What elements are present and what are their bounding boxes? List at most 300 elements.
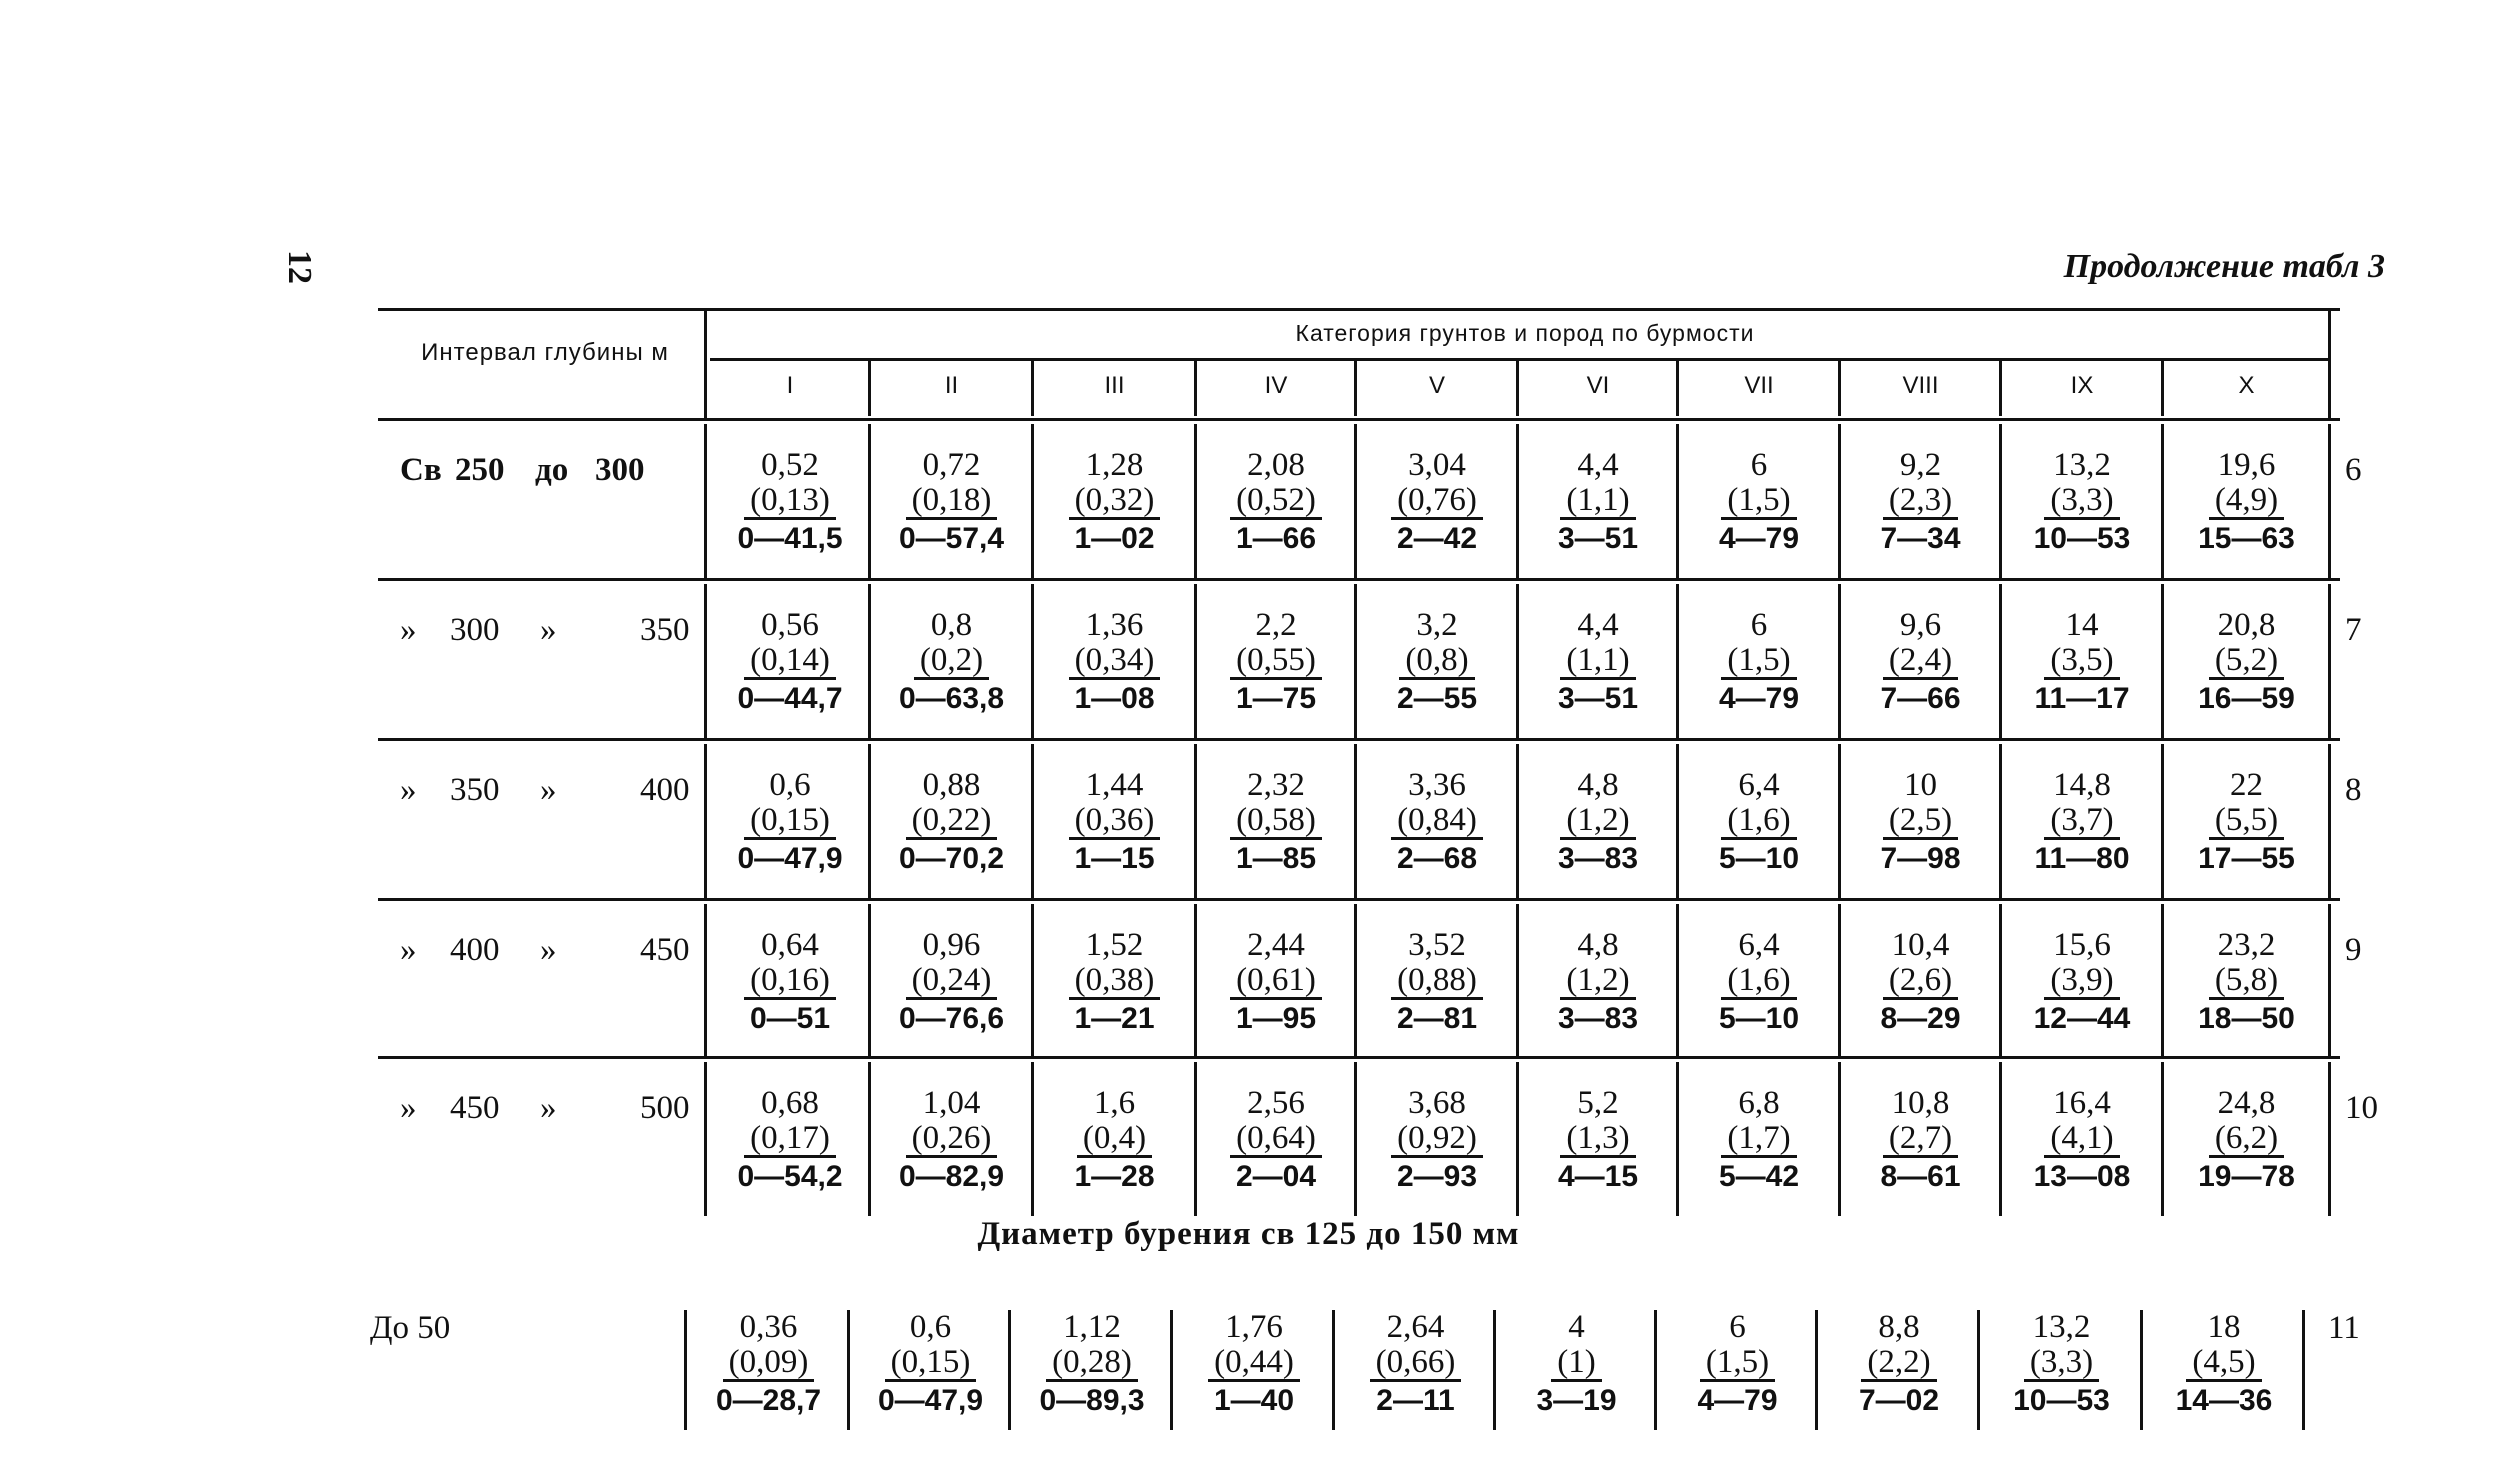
cell-value: 3,36 bbox=[1408, 767, 1466, 803]
data-cell bbox=[1840, 448, 2001, 558]
cell-value-range: 3—83 bbox=[1557, 842, 1639, 875]
cell-value-range: 4—79 bbox=[1718, 682, 1800, 715]
row-label-part: » bbox=[540, 1090, 557, 1126]
data-cell bbox=[1678, 608, 1840, 718]
section-divider bbox=[684, 1310, 687, 1430]
cell-value-paren: (4,1) bbox=[2044, 1122, 2119, 1158]
data-cell bbox=[1356, 608, 1518, 718]
cell-value-range: 3—51 bbox=[1557, 682, 1639, 715]
cell-value-paren: (0,36) bbox=[1069, 804, 1161, 840]
cell-value-paren: (0,84) bbox=[1391, 804, 1483, 840]
cell-value-range: 1—75 bbox=[1235, 682, 1317, 715]
continuation-title: Продолжение табл 3 bbox=[2063, 248, 2385, 285]
cell-value-paren: (1,6) bbox=[1721, 804, 1796, 840]
cell-value: 6 bbox=[1750, 607, 1768, 643]
cell-value: 2,44 bbox=[1247, 927, 1305, 963]
data-cell bbox=[1840, 928, 2001, 1038]
section-divider bbox=[1008, 1310, 1011, 1430]
column-header: VI bbox=[1586, 372, 1610, 399]
cell-value-paren: (1,2) bbox=[1560, 964, 1635, 1000]
row-label-part: 450 bbox=[450, 1090, 500, 1126]
column-header: VII bbox=[1744, 372, 1774, 399]
row-label-part: » bbox=[540, 612, 557, 648]
data-cell bbox=[1518, 1086, 1678, 1196]
cell-value: 1,04 bbox=[922, 1085, 981, 1121]
cell-value-range: 1—95 bbox=[1235, 1002, 1317, 1035]
cell-value: 0,36 bbox=[739, 1309, 798, 1345]
row-label-part: 350 bbox=[640, 612, 690, 648]
cell-value-paren: (3,7) bbox=[2044, 804, 2119, 840]
cell-value-range: 2—11 bbox=[1376, 1384, 1455, 1417]
cell-value: 6,4 bbox=[1738, 767, 1780, 803]
cell-value-range: 8—61 bbox=[1880, 1160, 1961, 1193]
data-cell bbox=[1033, 1086, 1196, 1196]
row-separator bbox=[378, 898, 2340, 901]
cell-value-range: 0—44,7 bbox=[737, 682, 843, 715]
cell-value-range: 1—85 bbox=[1235, 842, 1317, 875]
row-label-part: 450 bbox=[640, 932, 690, 968]
data-cell bbox=[870, 608, 1033, 718]
cell-value-range: 5—10 bbox=[1718, 1002, 1800, 1035]
cell-value-paren: (3,5) bbox=[2044, 644, 2119, 680]
cell-value-paren: (0,61) bbox=[1230, 964, 1322, 1000]
section-divider bbox=[1332, 1310, 1335, 1430]
cell-value: 3,68 bbox=[1408, 1085, 1466, 1121]
row-label bbox=[400, 612, 690, 652]
cell-value: 4,4 bbox=[1577, 447, 1619, 483]
data-cell bbox=[2001, 928, 2163, 1038]
row-number: 9 bbox=[2345, 932, 2362, 968]
data-cell bbox=[1033, 928, 1196, 1038]
cell-value-paren: (0,22) bbox=[906, 804, 998, 840]
cell-value: 16,4 bbox=[2053, 1085, 2111, 1121]
section-title: Диаметр бурения св 125 до 150 мм bbox=[977, 1216, 1520, 1252]
cell-value-paren: (5,2) bbox=[2209, 644, 2284, 680]
cell-value-range: 11—17 bbox=[2034, 682, 2130, 715]
cell-value: 3,2 bbox=[1416, 607, 1458, 643]
cell-value: 13,2 bbox=[2032, 1309, 2091, 1345]
data-cell bbox=[2001, 768, 2163, 878]
cell-value: 1,76 bbox=[1225, 1309, 1283, 1345]
cell-value: 1,44 bbox=[1085, 767, 1144, 803]
cell-value: 0,52 bbox=[761, 447, 819, 483]
cell-value-range: 0—47,9 bbox=[737, 842, 843, 875]
data-cell bbox=[1033, 448, 1196, 558]
data-cell bbox=[1518, 928, 1678, 1038]
cell-value-paren: (0,44) bbox=[1208, 1346, 1300, 1382]
data-cell bbox=[2163, 768, 2330, 878]
cell-value: 22 bbox=[2230, 767, 2263, 803]
cell-value-paren: (0,52) bbox=[1230, 484, 1322, 520]
header-interval-label: Интервал глубины м bbox=[421, 339, 669, 366]
section-row-label: До 50 bbox=[370, 1310, 451, 1346]
column-header: VIII bbox=[1902, 372, 1939, 399]
header-category-label: Категория грунтов и пород по бурмости bbox=[1295, 320, 1755, 346]
data-cell bbox=[2163, 608, 2330, 718]
cell-value-paren: (5,8) bbox=[2209, 964, 2284, 1000]
section-cell bbox=[1178, 1310, 1330, 1420]
column-header: III bbox=[1104, 372, 1125, 399]
data-cell bbox=[1196, 448, 1356, 558]
cell-value-range: 7—98 bbox=[1880, 842, 1961, 875]
cell-value: 1,12 bbox=[1063, 1309, 1121, 1345]
cell-value-range: 4—15 bbox=[1557, 1160, 1639, 1193]
data-cell bbox=[1356, 768, 1518, 878]
header-bottom-rule bbox=[378, 418, 2340, 421]
cell-value-range: 3—83 bbox=[1557, 1002, 1639, 1035]
cell-value-paren: (0,58) bbox=[1230, 804, 1322, 840]
cell-value-paren: (1,5) bbox=[1700, 1346, 1775, 1382]
data-cell bbox=[1356, 448, 1518, 558]
cell-value-range: 2—04 bbox=[1235, 1160, 1317, 1193]
cell-value-range: 17—55 bbox=[2198, 842, 2295, 875]
data-cell bbox=[1678, 768, 1840, 878]
cell-value: 14 bbox=[2065, 607, 2099, 643]
cell-value-range: 1—40 bbox=[1213, 1384, 1295, 1417]
cell-value-range: 10—53 bbox=[2013, 1384, 2110, 1417]
row-label-part: » bbox=[400, 612, 417, 648]
row-label-part: 250 bbox=[455, 452, 505, 488]
row-divider bbox=[704, 1062, 707, 1216]
cell-value-paren: (0,15) bbox=[744, 804, 836, 840]
cell-value-paren: (0,17) bbox=[744, 1122, 836, 1158]
row-label-part: 400 bbox=[640, 772, 690, 808]
data-cell bbox=[1196, 768, 1356, 878]
cell-value: 1,6 bbox=[1093, 1085, 1136, 1121]
cell-value-paren: (0,88) bbox=[1391, 964, 1483, 1000]
row-label-part: 500 bbox=[640, 1090, 690, 1126]
data-cell bbox=[870, 448, 1033, 558]
cell-value: 18 bbox=[2207, 1309, 2241, 1345]
column-header: IV bbox=[1264, 372, 1288, 399]
data-cell bbox=[870, 928, 1033, 1038]
row-label bbox=[400, 1090, 690, 1130]
cell-value-paren: (2,3) bbox=[1883, 484, 1958, 520]
cell-value-range: 12—44 bbox=[2033, 1002, 2131, 1035]
data-cell bbox=[1033, 768, 1196, 878]
row-label-part: » bbox=[400, 932, 417, 968]
cell-value: 2,56 bbox=[1247, 1085, 1305, 1121]
cell-value-range: 18—50 bbox=[2198, 1002, 2295, 1035]
data-cell bbox=[1678, 448, 1840, 558]
cell-value: 0,6 bbox=[769, 767, 811, 803]
cell-value-paren: (0,34) bbox=[1069, 644, 1161, 680]
cell-value-range: 0—41,5 bbox=[737, 522, 843, 555]
cell-value-paren: (3,9) bbox=[2044, 964, 2119, 1000]
section-cell bbox=[1823, 1310, 1975, 1420]
cell-value-paren: (1,2) bbox=[1560, 804, 1635, 840]
cell-value: 0,56 bbox=[761, 607, 819, 643]
section-divider bbox=[1977, 1310, 1980, 1430]
cell-value: 0,72 bbox=[922, 447, 981, 483]
cell-value: 2,2 bbox=[1255, 607, 1297, 643]
cell-value-range: 0—51 bbox=[749, 1002, 831, 1035]
section-cell bbox=[1501, 1310, 1652, 1420]
cell-value: 1,52 bbox=[1085, 927, 1144, 963]
column-header: X bbox=[2238, 372, 2255, 399]
data-cell bbox=[1518, 608, 1678, 718]
cell-value: 8,8 bbox=[1878, 1309, 1920, 1345]
cell-value-range: 7—66 bbox=[1880, 682, 1961, 715]
row-separator bbox=[378, 1056, 2340, 1059]
cell-value-range: 0—54,2 bbox=[737, 1160, 843, 1193]
section-cell bbox=[1340, 1310, 1491, 1420]
cell-value: 0,88 bbox=[922, 767, 981, 803]
data-cell bbox=[1196, 928, 1356, 1038]
data-cell bbox=[710, 1086, 870, 1196]
data-cell bbox=[2163, 928, 2330, 1038]
section-row-number: 11 bbox=[2328, 1310, 2360, 1346]
category-rule bbox=[710, 358, 2330, 361]
cell-value-range: 1—21 bbox=[1074, 1002, 1155, 1035]
section-cell bbox=[1662, 1310, 1813, 1420]
data-cell bbox=[1196, 608, 1356, 718]
section-divider bbox=[1815, 1310, 1818, 1430]
cell-value: 13,2 bbox=[2053, 447, 2111, 483]
cell-value-range: 0—47,9 bbox=[877, 1384, 984, 1417]
cell-value: 10,4 bbox=[1891, 927, 1950, 963]
column-header: II bbox=[944, 372, 959, 399]
cell-value: 0,8 bbox=[930, 607, 973, 643]
cell-value-paren: (0,15) bbox=[885, 1346, 977, 1382]
row-number: 8 bbox=[2345, 772, 2362, 808]
data-cell bbox=[2001, 1086, 2163, 1196]
cell-value-range: 2—93 bbox=[1396, 1160, 1478, 1193]
cell-value-range: 0—63,8 bbox=[898, 682, 1005, 715]
row-divider bbox=[704, 424, 707, 578]
cell-value-paren: (0,09) bbox=[723, 1346, 815, 1382]
row-divider bbox=[704, 744, 707, 898]
cell-value-paren: (5,5) bbox=[2209, 804, 2284, 840]
cell-value-paren: (2,2) bbox=[1861, 1346, 1936, 1382]
cell-value-paren: (0,26) bbox=[906, 1122, 998, 1158]
data-cell bbox=[2001, 448, 2163, 558]
row-number: 6 bbox=[2345, 452, 2362, 488]
section-divider bbox=[1493, 1310, 1496, 1430]
cell-value-paren: (0,24) bbox=[906, 964, 998, 1000]
data-cell bbox=[1840, 768, 2001, 878]
cell-value-paren: (0,38) bbox=[1069, 964, 1161, 1000]
cell-value-range: 2—81 bbox=[1396, 1002, 1478, 1035]
cell-value-paren: (0,55) bbox=[1230, 644, 1322, 680]
row-divider bbox=[704, 904, 707, 1058]
cell-value-paren: (4,5) bbox=[2186, 1346, 2261, 1382]
cell-value: 6,8 bbox=[1738, 1085, 1780, 1121]
cell-value: 6 bbox=[1729, 1309, 1746, 1345]
cell-value: 1,36 bbox=[1085, 607, 1144, 643]
section-cell bbox=[692, 1310, 845, 1420]
cell-value-range: 10—53 bbox=[2033, 522, 2131, 555]
data-cell bbox=[1678, 928, 1840, 1038]
cell-value-paren: (4,9) bbox=[2209, 484, 2284, 520]
section-divider bbox=[1170, 1310, 1173, 1430]
cell-value: 0,64 bbox=[761, 927, 819, 963]
cell-value-range: 0—76,6 bbox=[898, 1002, 1005, 1035]
column-header: V bbox=[1428, 372, 1445, 399]
cell-value-range: 2—55 bbox=[1396, 682, 1478, 715]
data-cell bbox=[1033, 608, 1196, 718]
column-header: I bbox=[786, 372, 794, 399]
cell-value: 9,2 bbox=[1899, 447, 1942, 483]
data-cell bbox=[1356, 1086, 1518, 1196]
cell-value-range: 0—70,2 bbox=[898, 842, 1005, 875]
cell-value-range: 1—28 bbox=[1074, 1160, 1155, 1193]
cell-value-paren: (6,2) bbox=[2209, 1122, 2284, 1158]
data-cell bbox=[2163, 1086, 2330, 1196]
cell-value-range: 7—34 bbox=[1880, 522, 1961, 555]
cell-value: 9,6 bbox=[1899, 607, 1942, 643]
cell-value-range: 3—19 bbox=[1536, 1384, 1617, 1417]
data-cell bbox=[2001, 608, 2163, 718]
cell-value-range: 13—08 bbox=[2033, 1160, 2131, 1193]
header-top-rule bbox=[378, 308, 2340, 311]
cell-value: 3,52 bbox=[1408, 927, 1466, 963]
cell-value-range: 2—42 bbox=[1396, 522, 1478, 555]
row-label bbox=[400, 772, 690, 812]
cell-value: 0,68 bbox=[761, 1085, 819, 1121]
cell-value: 0,96 bbox=[922, 927, 981, 963]
row-label-part: 350 bbox=[450, 772, 500, 808]
section-cell bbox=[855, 1310, 1006, 1420]
cell-value-range: 1—15 bbox=[1074, 842, 1155, 875]
cell-value-paren: (0,16) bbox=[744, 964, 836, 1000]
cell-value-range: 4—79 bbox=[1718, 522, 1800, 555]
row-label bbox=[400, 932, 690, 972]
data-cell bbox=[1518, 768, 1678, 878]
cell-value-paren: (0,28) bbox=[1046, 1346, 1138, 1382]
section-cell bbox=[1016, 1310, 1168, 1420]
row-label-part: » bbox=[540, 932, 557, 968]
row-separator bbox=[378, 578, 2340, 581]
cell-value-paren: (2,5) bbox=[1883, 804, 1958, 840]
cell-value-paren: (1,5) bbox=[1721, 484, 1796, 520]
cell-value: 14,8 bbox=[2053, 767, 2111, 803]
cell-value-paren: (0,13) bbox=[744, 484, 836, 520]
row-label-part: 400 bbox=[450, 932, 500, 968]
data-cell bbox=[1678, 1086, 1840, 1196]
row-label bbox=[400, 452, 660, 492]
cell-value: 2,32 bbox=[1247, 767, 1305, 803]
cell-value: 2,64 bbox=[1386, 1309, 1445, 1345]
cell-value-paren: (0,76) bbox=[1391, 484, 1483, 520]
cell-value-paren: (0,14) bbox=[744, 644, 836, 680]
cell-value-range: 19—78 bbox=[2198, 1160, 2295, 1193]
cell-value-range: 16—59 bbox=[2198, 682, 2295, 715]
cell-value-range: 0—82,9 bbox=[898, 1160, 1005, 1193]
row-number: 10 bbox=[2345, 1090, 2378, 1126]
cell-value: 1,28 bbox=[1085, 447, 1144, 483]
row-label-part: » bbox=[540, 772, 557, 808]
cell-value-paren: (1) bbox=[1551, 1346, 1601, 1382]
cell-value: 24,8 bbox=[2217, 1085, 2276, 1121]
cell-value: 4,8 bbox=[1577, 927, 1619, 963]
section-divider bbox=[2302, 1310, 2305, 1430]
cell-value: 10,8 bbox=[1891, 1085, 1950, 1121]
cell-value-paren: (1,3) bbox=[1560, 1122, 1635, 1158]
data-cell bbox=[2163, 448, 2330, 558]
cell-value-paren: (0,8) bbox=[1399, 644, 1474, 680]
cell-value-range: 3—51 bbox=[1557, 522, 1639, 555]
row-label-part: 300 bbox=[450, 612, 500, 648]
cell-value-range: 15—63 bbox=[2198, 522, 2295, 555]
row-number: 7 bbox=[2345, 612, 2362, 648]
cell-value-paren: (0,92) bbox=[1391, 1122, 1483, 1158]
cell-value: 20,8 bbox=[2217, 607, 2276, 643]
cell-value-range: 1—66 bbox=[1235, 522, 1317, 555]
cell-value-range: 5—10 bbox=[1718, 842, 1800, 875]
cell-value-paren: (0,2) bbox=[914, 644, 989, 680]
cell-value: 3,04 bbox=[1408, 447, 1466, 483]
section-divider bbox=[1654, 1310, 1657, 1430]
cell-value-paren: (1,1) bbox=[1560, 644, 1635, 680]
data-cell bbox=[710, 608, 870, 718]
cell-value-range: 7—02 bbox=[1858, 1384, 1940, 1417]
cell-value-range: 0—57,4 bbox=[898, 522, 1005, 555]
row-label-part: 300 bbox=[595, 452, 645, 488]
cell-value: 4 bbox=[1568, 1309, 1585, 1345]
cell-value-range: 1—02 bbox=[1074, 522, 1155, 555]
cell-value-paren: (1,7) bbox=[1721, 1122, 1796, 1158]
cell-value: 6,4 bbox=[1738, 927, 1780, 963]
cell-value-paren: (0,4) bbox=[1077, 1122, 1152, 1158]
data-cell bbox=[710, 928, 870, 1038]
row-label-part: Св bbox=[400, 452, 442, 488]
row-separator bbox=[378, 738, 2340, 741]
page-number: 12 bbox=[281, 250, 318, 284]
cell-value-range: 4—79 bbox=[1697, 1384, 1778, 1417]
cell-value: 4,4 bbox=[1577, 607, 1619, 643]
data-cell bbox=[710, 448, 870, 558]
cell-value-paren: (0,66) bbox=[1370, 1346, 1462, 1382]
cell-value-range: 14—36 bbox=[2175, 1384, 2273, 1417]
cell-value-range: 8—29 bbox=[1880, 1002, 1961, 1035]
data-cell bbox=[1196, 1086, 1356, 1196]
cell-value: 23,2 bbox=[2217, 927, 2276, 963]
cell-value-range: 0—28,7 bbox=[715, 1384, 822, 1417]
row-label-part: » bbox=[400, 1090, 417, 1126]
cell-value-paren: (2,7) bbox=[1883, 1122, 1958, 1158]
cell-value-paren: (0,32) bbox=[1069, 484, 1161, 520]
data-cell bbox=[870, 768, 1033, 878]
section-cell bbox=[2148, 1310, 2300, 1420]
cell-value-paren: (2,6) bbox=[1883, 964, 1958, 1000]
section-divider bbox=[2140, 1310, 2143, 1430]
row-divider bbox=[704, 584, 707, 738]
data-cell bbox=[1840, 1086, 2001, 1196]
cell-value-paren: (3,3) bbox=[2044, 484, 2119, 520]
cell-value-range: 11—80 bbox=[2034, 842, 2130, 875]
row-label-part: до bbox=[535, 452, 569, 488]
cell-value-paren: (1,5) bbox=[1721, 644, 1796, 680]
column-header: IX bbox=[2070, 372, 2094, 399]
data-cell bbox=[870, 1086, 1033, 1196]
cell-value-range: 5—42 bbox=[1718, 1160, 1800, 1193]
cell-value-paren: (0,64) bbox=[1230, 1122, 1322, 1158]
section-divider bbox=[847, 1310, 850, 1430]
cell-value-paren: (1,1) bbox=[1560, 484, 1635, 520]
cell-value-paren: (3,3) bbox=[2024, 1346, 2099, 1382]
row-label-part: » bbox=[400, 772, 417, 808]
data-cell bbox=[1518, 448, 1678, 558]
cell-value-paren: (1,6) bbox=[1721, 964, 1796, 1000]
cell-value: 10 bbox=[1904, 767, 1937, 803]
cell-value-range: 0—89,3 bbox=[1039, 1384, 1145, 1417]
cell-value: 2,08 bbox=[1247, 447, 1305, 483]
data-cell bbox=[710, 768, 870, 878]
cell-value-range: 2—68 bbox=[1396, 842, 1478, 875]
cell-value: 5,2 bbox=[1577, 1085, 1619, 1121]
cell-value-range: 1—08 bbox=[1074, 682, 1155, 715]
